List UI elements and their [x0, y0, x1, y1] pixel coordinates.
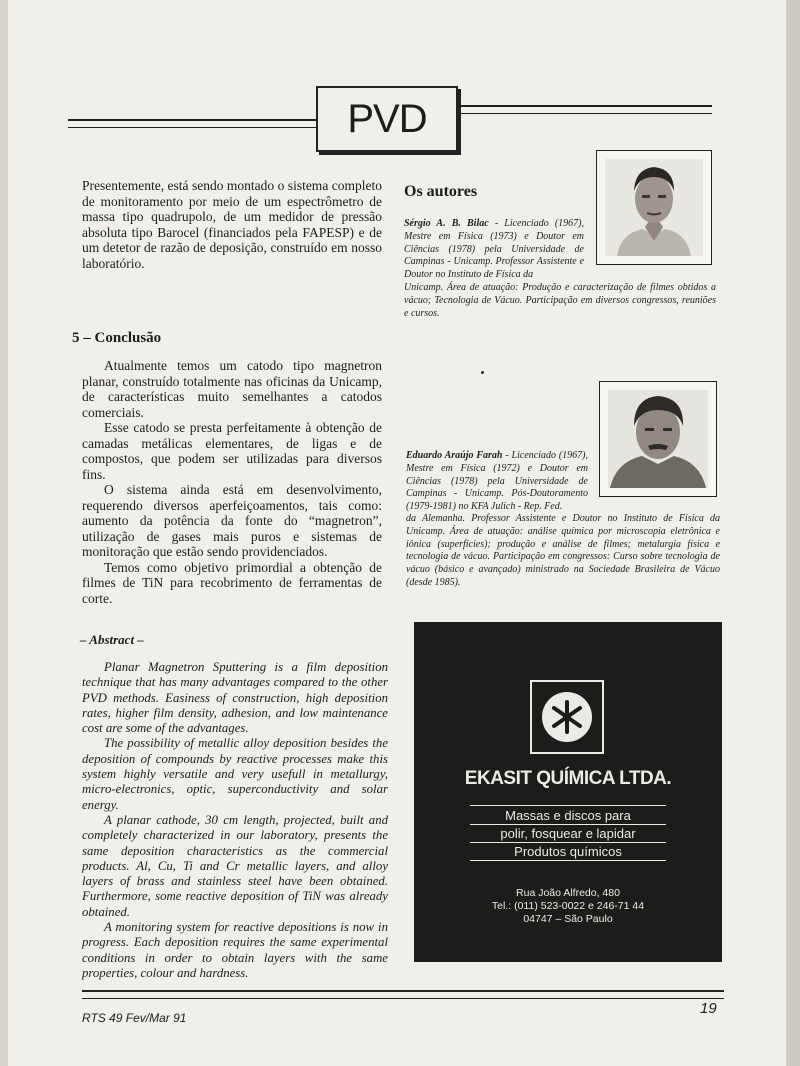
section-title: PVD [316, 86, 458, 152]
authors-heading: Os autores [404, 183, 478, 200]
intro-paragraph [82, 178, 382, 271]
header-rule-left [68, 119, 316, 128]
author2-bio-part1 [406, 450, 588, 514]
author1-name: Sérgio A. B. Bilac [404, 218, 489, 229]
abstract-body [82, 660, 388, 981]
abstract-paragraph: A monitoring system for reactive depositions is now in progress. Each deposition requires the same experimental conditions in order to obtain layers with the same properties, colour and hardness. [82, 920, 388, 980]
author1-bio-text: - Licenciado (1967), Mestre em Física (1973) e Doutor em Ciências (1978) pela Universidade de Campinas - Unicamp. Professor Assistente e Doutor no Instituto de Física da [404, 218, 584, 281]
conclusion-paragraph: Esse catodo se presta perfeitamente à obtenção de camadas metálicas elementares, de ligas e de compostos, que podem ser utilizadas para diversos fins. [82, 420, 382, 482]
page-edge [786, 0, 800, 1066]
abstract-heading: – Abstract – [80, 632, 144, 647]
ad-product-line: polir, fosquear e lapidar [500, 826, 636, 841]
conclusion-paragraph: Temos como objetivo primordial a obtenção de filmes de TiN para recobrimento de ferramentas de corte. [82, 559, 382, 606]
footer-rule [82, 990, 724, 999]
advertisement [414, 622, 722, 962]
author2-bio-text: - Licenciado (1967), Mestre em Física (1972) e Doutor em Ciências (1978) pela Universidade de Campinas - Unicamp. Pós-Doutoramento (1979-1981) no KFA Julich - Rep. Fed. [406, 450, 588, 513]
abstract-paragraph: The possibility of metallic alloy deposition besides the deposition of compounds by reactive processes make this system highly versatile and very usefull in metallurgy, micro-electronics, optic, superconductivity and solar energy. [82, 736, 388, 812]
abstract-paragraph: A planar cathode, 30 cm length, projected, built and completely characterized in our laboratory, presents the same deposition characteristics as the commercial products. Al, Cu, Ti and Cr metallic layers, and alloy layers of brass and stainless steel have been obtained. Furthermore, some reactive deposition of TiN was already obtained. [82, 812, 388, 919]
ad-company-name: EKASIT QUÍMICA LTDA. [464, 768, 672, 789]
header-rule-right [460, 105, 712, 114]
intro-text: Presentemente, está sendo montado o sistema completo de monitoramento por meio de um espectrômetro de massa tipo quadrupolo, de um medidor de pressão absoluta tipo Barocel (financiados pela FAPESP) e de um detetor de razão de deposição, construído em nosso laboratório. [82, 178, 382, 271]
ad-divider [470, 860, 666, 861]
ad-address: Rua João Alfredo, 480 [516, 887, 620, 899]
ad-city: 04747 – São Paulo [523, 913, 613, 925]
footer-issue: RTS 49 Fev/Mar 91 [82, 1011, 187, 1025]
ad-product-line: Massas e discos para [505, 808, 631, 823]
author-photo [596, 150, 712, 265]
ad-divider [470, 805, 666, 806]
author1-bio-part1 [404, 218, 584, 282]
author-photo [599, 381, 717, 497]
page-number: 19 [700, 1000, 717, 1017]
conclusion-paragraph: Atualmente temos um catodo tipo magnetron planar, construído totalmente nas oficinas da Unicamp, de características muito semelhantes a catodos comerciais. [82, 358, 382, 420]
conclusion-body [82, 358, 382, 606]
ad-divider [470, 824, 666, 825]
conclusion-paragraph: O sistema ainda está em desenvolvimento, requerendo diversos aperfeiçoamentos, tais como: aumento da potência da fonte do “magnetron”, utilização de gases mais puros e sistemas de monitoração que estão sendo providenciados. [82, 482, 382, 559]
page-edge [0, 0, 8, 1066]
abstract-paragraph: Planar Magnetron Sputtering is a film deposition technique that has many advantages compared to the other PVD methods. Easiness of construction, high deposition rates, higher film density, adhesion, and low maintenance cost are some of the advantages. [82, 660, 388, 736]
author2-bio-part2: da Alemanha. Professor Assistente e Doutor no Instituto de Física da Unicamp. Área de atuação: análise química por microscopia eletrônica e iônica (superfícies); produção e análise de filmes; metalurgia física e tecnologia de vácuo. Participação em congressos: Curso sobre tecnologia de vácuo (básico e avançado) ministrado na Sociedade Brasileira de Vácuo (desde 1985). [406, 513, 720, 588]
author1-bio-part2: Unicamp. Área de atuação: Produção e caracterização de filmes obtidos a vácuo; Tecnologia de Vácuo. Participação em diversos congressos, reuniões e cursos. [404, 282, 716, 319]
conclusion-heading: 5 – Conclusão [72, 330, 162, 346]
speck [481, 371, 484, 374]
author2-name: Eduardo Araújo Farah [406, 450, 503, 461]
ad-product-line: Produtos químicos [514, 844, 622, 859]
ad-divider [470, 842, 666, 843]
ad-phone: Tel.: (011) 523-0022 e 246-71 44 [491, 900, 645, 912]
ekasit-logo-icon [530, 680, 604, 754]
